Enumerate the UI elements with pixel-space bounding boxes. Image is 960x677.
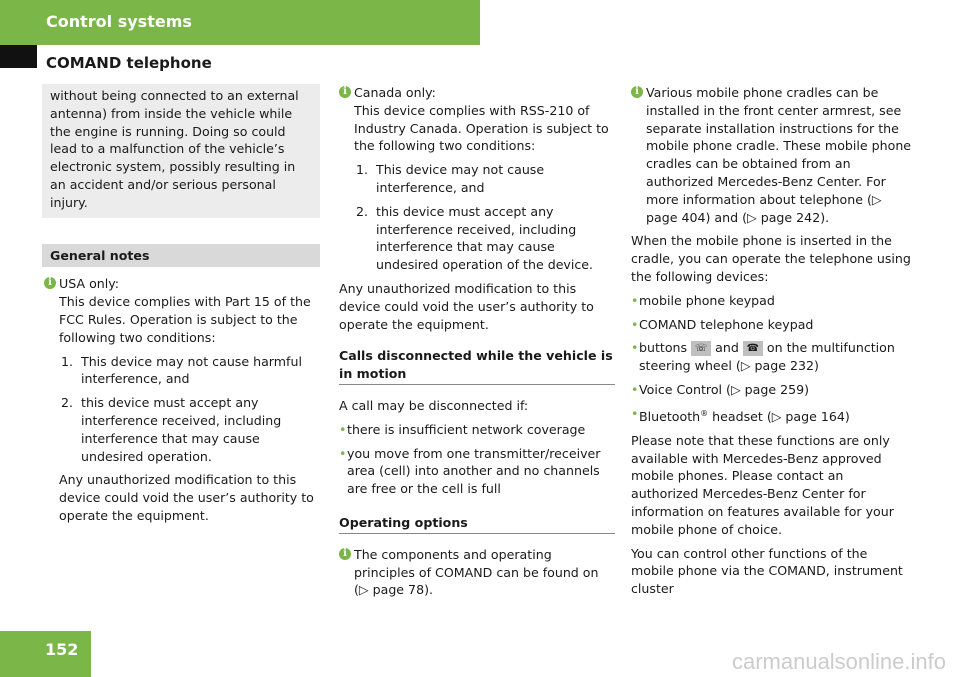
info-canada-heading: Canada only: bbox=[354, 85, 436, 100]
section-tab bbox=[0, 45, 37, 68]
list-item: • COMAND telephone keypad bbox=[631, 316, 913, 334]
paragraph-approved-phones: Please note that these functions are only available with Mercedes-Benz approved mobile phones. Please contact an authorized Mercedes-Benz Center for information on features available for your mobile phone of choice. bbox=[631, 432, 894, 537]
call-accept-icon: ☏ bbox=[691, 341, 711, 356]
info-usa-footer: Any unauthorized modification to this device could void the user’s authority to operate the equipment. bbox=[59, 472, 314, 523]
list-item: • mobile phone keypad bbox=[631, 292, 913, 310]
info-canada bbox=[339, 84, 615, 274]
list-item: 1. This device may not cause harmful interference, and bbox=[61, 353, 302, 387]
info-usa-text: This device complies with Part 15 of the FCC Rules. Operation is subject to the following two conditions: bbox=[59, 294, 311, 345]
page-subtitle: COMAND telephone bbox=[46, 54, 212, 72]
watermark: carmanualsonline.info bbox=[731, 649, 946, 674]
list-item: 2. this device must accept any interference received, including interference that may cause undesired operation of the device. bbox=[356, 203, 594, 273]
heading-calls-disconnected: Calls disconnected while the vehicle is in motion bbox=[339, 347, 615, 385]
info-canada-text: This device complies with RSS-210 of Industry Canada. Operation is subject to the following two conditions: bbox=[354, 102, 609, 154]
list-item: • you move from one transmitter/receiver area (cell) into another and no channels are free or the cell is full bbox=[339, 445, 615, 498]
info-cradles: i Various mobile phone cradles can be installed in the front center armrest, see separate installation instructions for the mobile phone cradle. These mobile phone cradles can be obtained from an authorized Mercedes-Benz Center. For more information about telephone (▷ page 404) and (▷ page 242). bbox=[631, 84, 913, 226]
info-icon: i bbox=[339, 548, 351, 560]
section-heading-general-notes: General notes bbox=[42, 244, 320, 268]
list-item: • Voice Control (▷ page 259) bbox=[631, 381, 913, 399]
paragraph-devices: When the mobile phone is inserted in the cradle, you can operate the telephone using the following devices: bbox=[631, 233, 911, 284]
list-item: • Bluetooth® headset (▷ page 164) bbox=[631, 405, 913, 426]
column-1 bbox=[44, 84, 320, 525]
column-3 bbox=[631, 84, 913, 598]
info-usa-heading: USA only: bbox=[59, 276, 120, 292]
info-usa bbox=[44, 275, 320, 524]
list-item: • there is insufficient network coverage bbox=[339, 421, 615, 439]
heading-operating-options: Operating options bbox=[339, 514, 615, 534]
condition-list bbox=[354, 161, 615, 274]
page-number: 152 bbox=[45, 640, 79, 659]
info-icon: i bbox=[44, 277, 56, 289]
info-icon: i bbox=[631, 86, 643, 98]
info-icon: i bbox=[339, 86, 351, 98]
calls-intro: A call may be disconnected if: bbox=[339, 397, 529, 413]
list-item: 2. this device must accept any interference received, including interference that may cause undesired operation. bbox=[61, 395, 282, 464]
calls-list bbox=[339, 421, 615, 498]
section-title: Control systems bbox=[46, 12, 192, 31]
list-item: • buttons ☏ and ☎ on the multifunction steering wheel (▷ page 232) bbox=[631, 339, 913, 375]
list-item: 1. This device may not cause interference, and bbox=[356, 162, 545, 195]
warning-box: without being connected to an external antenna) from inside the vehicle while the engine is running. Doing so could lead to a malfunction of the vehicle’s electronic system, possibly resulting in an accident and/or serious personal injury. bbox=[42, 84, 320, 218]
devices-list bbox=[631, 292, 913, 426]
paragraph-other-functions: You can control other functions of the mobile phone via the COMAND, instrument cluster bbox=[631, 545, 903, 597]
info-canada-footer: Any unauthorized modification to this device could void the user’s authority to operate the equipment. bbox=[339, 280, 594, 332]
condition-list bbox=[59, 353, 320, 466]
call-end-icon: ☎ bbox=[743, 341, 763, 356]
info-operating-options: i The components and operating principles of COMAND can be found on (▷ page 78). bbox=[339, 546, 615, 599]
column-2 bbox=[339, 84, 615, 599]
